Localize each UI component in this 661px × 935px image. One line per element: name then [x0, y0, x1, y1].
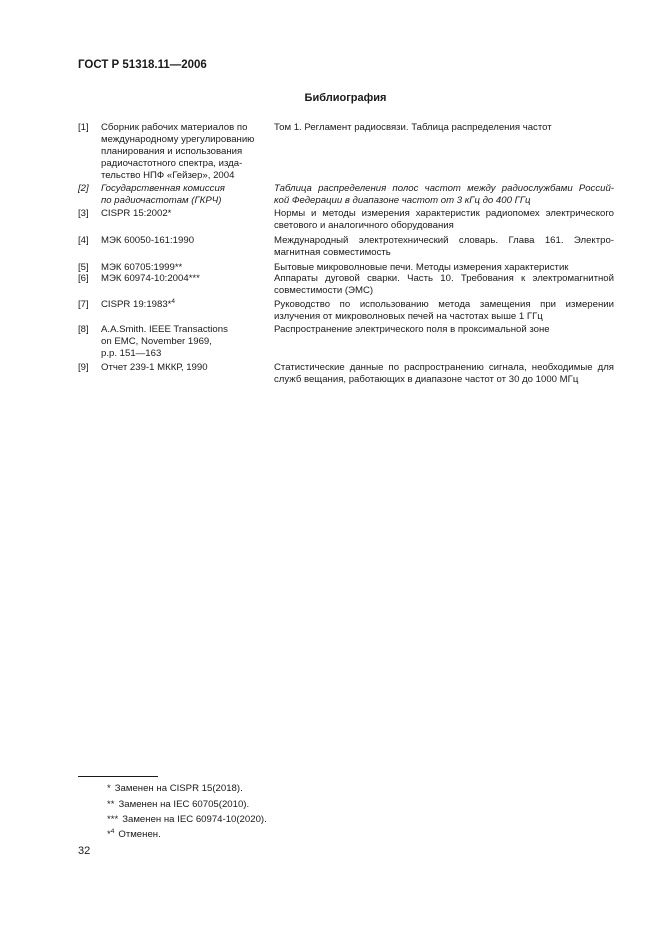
entry-source-line: планирования и использования — [101, 146, 243, 157]
entry-source — [101, 324, 279, 360]
entry-number: [6] — [78, 273, 89, 284]
footnote-text: Заменен на IEC 60705(2010). — [118, 799, 250, 810]
entry-description — [274, 362, 614, 386]
entry-description — [274, 273, 614, 297]
document-code: ГОСТ Р 51318.11—2006 — [78, 59, 207, 71]
entry-description-line: совместимости (ЭМС) — [274, 285, 374, 296]
footnote-3 — [107, 814, 267, 826]
entry-source-line: международному урегулированию — [101, 134, 255, 145]
page-title: Библиография — [304, 92, 387, 104]
entry-description-line: служб вещания, работающих в диапазоне частот от 30 до 1000 МГц — [274, 374, 579, 385]
entry-description — [274, 122, 614, 134]
entry-source-line: Государственная комиссия — [101, 183, 225, 194]
entry-source-line: CISPR 15:2002* — [101, 208, 172, 219]
entry-number: [7] — [78, 299, 89, 310]
entry-description-line: Том 1. Регламент радиосвязи. Таблица распределения частот — [274, 122, 552, 133]
entry-number: [9] — [78, 362, 89, 373]
entry-source-line: p.p. 151—163 — [101, 348, 162, 359]
entry-description — [274, 299, 614, 323]
entry-description-line: магнитная совместимость — [274, 247, 391, 258]
footnote-mark: *** — [107, 814, 119, 825]
footnote-text: Отменен. — [118, 829, 161, 840]
entry-source-line — [101, 299, 279, 311]
entry-source — [101, 183, 279, 207]
entry-source-line: МЭК 60974-10:2004*** — [101, 273, 200, 284]
entry-description — [274, 208, 614, 232]
entry-description-line: Бытовые микроволновые печи. Методы измерения характеристик — [274, 262, 569, 273]
entry-description-line: излучения от микроволновых печей на частотах выше 1 ГГц — [274, 311, 543, 322]
footnote-mark: ** — [107, 799, 115, 810]
entry-description-line: Руководство по использованию метода замещения при измерении — [274, 299, 614, 310]
footnote-1 — [107, 783, 243, 795]
entry-description-line: Аппараты дуговой сварки. Часть 10. Требования к электромагнитной — [274, 273, 614, 284]
entry-description-line: Нормы и методы измерения характеристик радиопомех электрического — [274, 208, 614, 219]
entry-source-line: МЭК 60050-161:1990 — [101, 235, 195, 246]
entry-number: [3] — [78, 208, 89, 219]
footnote-separator — [78, 776, 158, 777]
entry-source-line: тельство НПФ «Гейзер», 2004 — [101, 170, 235, 181]
entry-source-line: радиочастотного спектра, изда- — [101, 158, 243, 169]
page-number: 32 — [78, 845, 91, 857]
entry-source — [101, 299, 279, 311]
entry-source — [101, 235, 279, 247]
entry-number: [2] — [78, 183, 89, 194]
entry-source — [101, 362, 279, 374]
footnote-4 — [107, 829, 161, 841]
entry-source — [101, 122, 279, 182]
footnote-marker: 4 — [171, 297, 176, 305]
footnote-text: Заменен на CISPR 15(2018). — [114, 783, 243, 794]
entry-source-text: CISPR 19:1983* — [101, 299, 172, 310]
entry-description-line: Статистические данные по распространению сигнала, необходимые для — [274, 362, 614, 373]
entry-number: [5] — [78, 262, 89, 273]
entry-number: [8] — [78, 324, 89, 335]
footnote-mark — [107, 829, 114, 840]
entry-description-line: Таблица распределения полос частот между радиослужбами Россий- — [274, 183, 614, 194]
entry-source — [101, 273, 279, 285]
entry-description-line: кой Федерации в диапазоне частот от 3 кГц до 400 ГГц — [274, 195, 531, 206]
entry-source-line: Отчет 239-1 МККР, 1990 — [101, 362, 208, 373]
entry-source-line: on EMC, November 1969, — [101, 336, 212, 347]
entry-source-line: A.A.Smith. IEEE Transactions — [101, 324, 228, 335]
entry-description — [274, 183, 614, 207]
footnote-mark: * — [107, 783, 111, 794]
footnote-text: Заменен на IEC 60974-10(2020). — [122, 814, 267, 825]
footnote-mark-sup: 4 — [110, 827, 115, 835]
footnote-2 — [107, 799, 249, 811]
entry-source — [101, 208, 279, 220]
entry-source-line: по радиочастотам (ГКРЧ) — [101, 195, 222, 206]
entry-source-line: Сборник рабочих материалов по — [101, 122, 248, 133]
entry-description — [274, 235, 614, 259]
entry-number: [1] — [78, 122, 89, 133]
entry-description-line: Международный электротехнический словарь. Глава 161. Электро- — [274, 235, 614, 246]
entry-description-line: Распространение электрического поля в проксимальной зоне — [274, 324, 550, 335]
entry-source-line: МЭК 60705:1999** — [101, 262, 183, 273]
entry-number: [4] — [78, 235, 89, 246]
entry-description-line: светового и аналогичного оборудования — [274, 220, 454, 231]
footnote-mark-star: * — [107, 829, 111, 840]
entry-description — [274, 324, 614, 336]
